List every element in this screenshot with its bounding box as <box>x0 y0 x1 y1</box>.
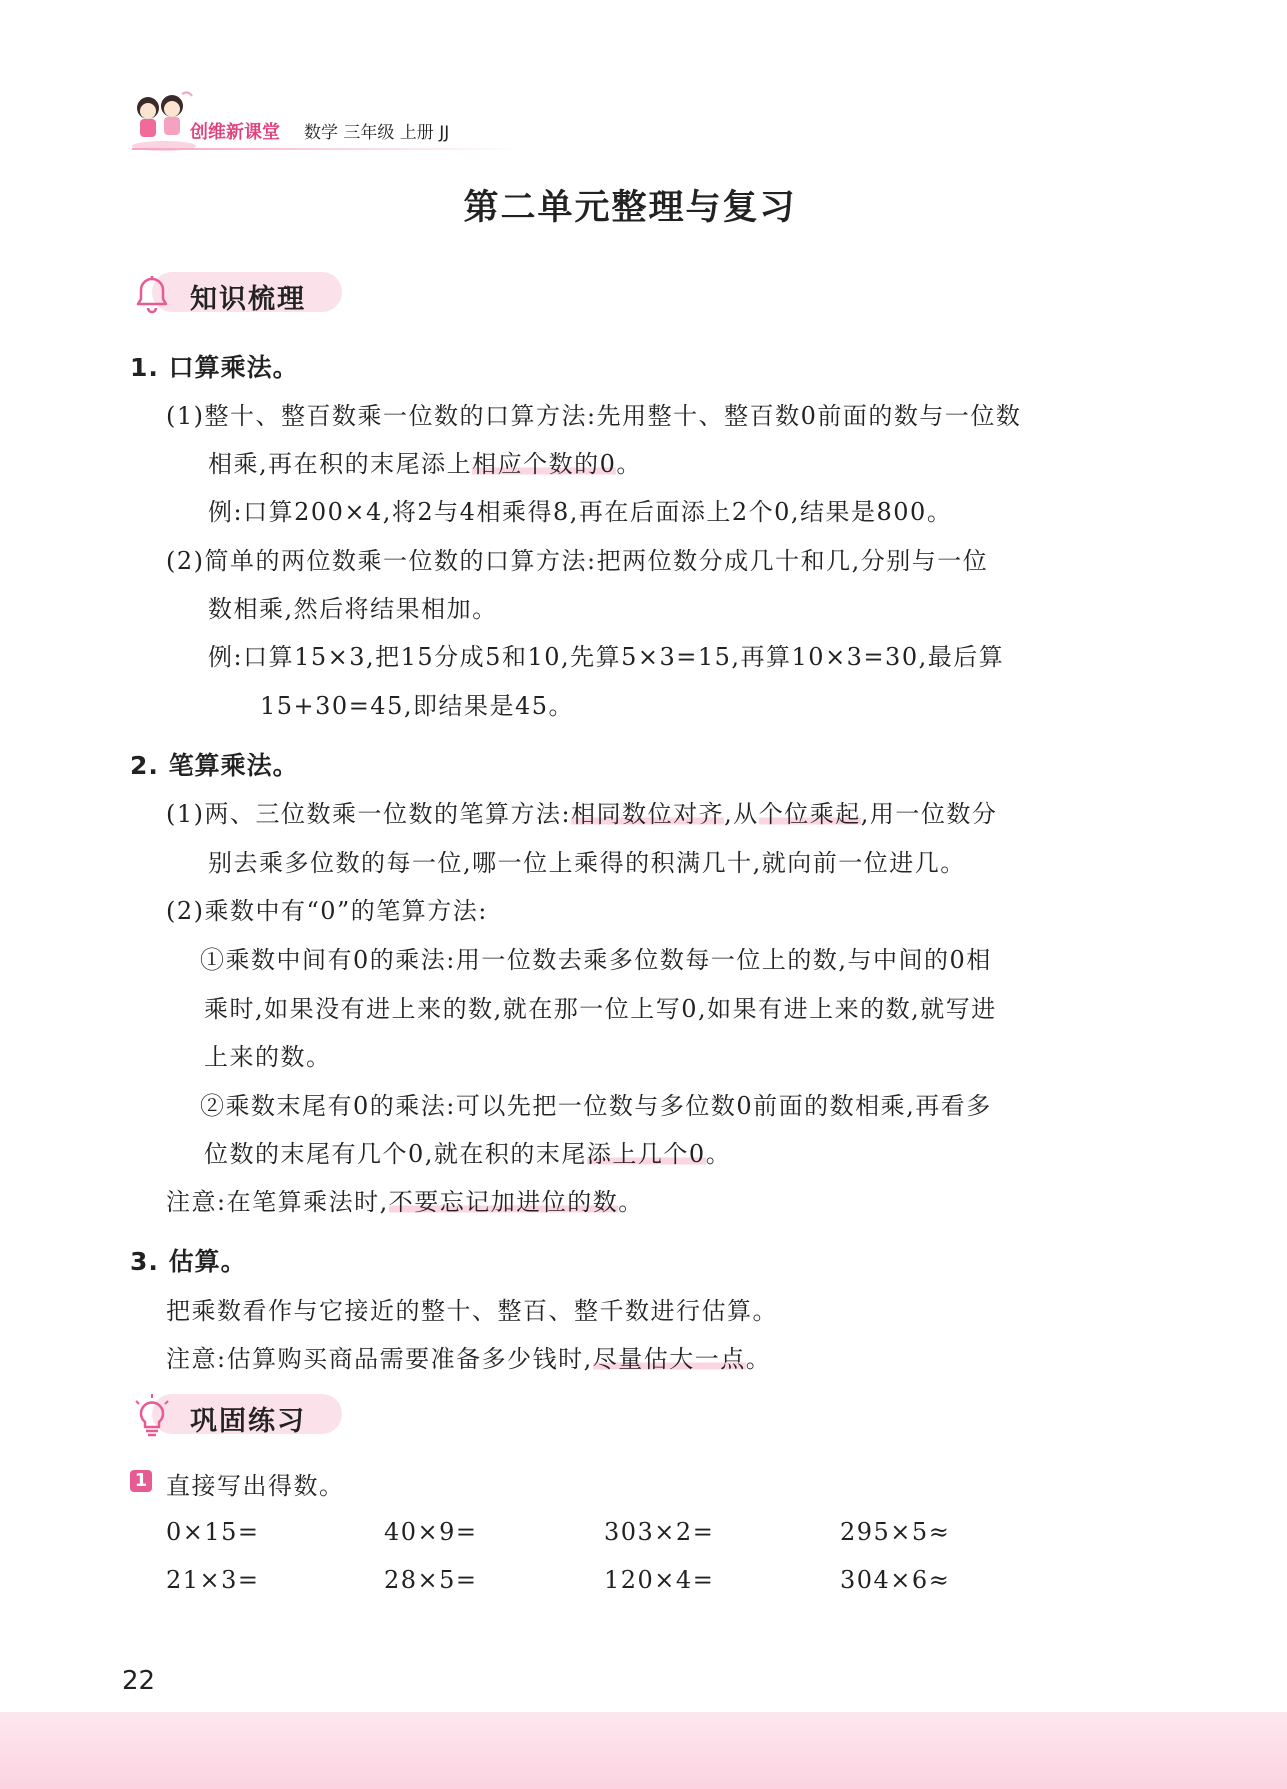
text-line: (2)乘数中有“0”的笔算方法: <box>166 897 488 925</box>
note-line: 注意:在笔算乘法时,不要忘记加进位的数。 <box>166 1188 644 1216</box>
exercise-item: 21×3= <box>166 1566 260 1594</box>
page-header <box>128 88 488 158</box>
heading-oral-multiplication: 1. 口算乘法。 <box>130 353 299 382</box>
bell-icon <box>128 270 176 318</box>
text-line: 上来的数。 <box>204 1043 332 1071</box>
page-number: 22 <box>122 1666 156 1696</box>
exercise-item: 40×9= <box>384 1518 478 1546</box>
text-line: 相乘,再在积的末尾添上相应个数的0。 <box>208 450 642 478</box>
exercise-item: 304×6≈ <box>840 1566 951 1594</box>
highlight: 尽量估大一点 <box>592 1345 746 1373</box>
heading-written-multiplication: 2. 笔算乘法。 <box>130 751 299 780</box>
exercise-number-badge: 1 <box>130 1470 152 1492</box>
brand-name: 创维新课堂 <box>190 122 280 143</box>
header-divider <box>132 148 522 150</box>
subject-info: 数学 三年级 上册 JJ <box>304 123 450 143</box>
exercise-item: 120×4= <box>604 1566 715 1594</box>
footer-band <box>0 1712 1287 1789</box>
text-line: 乘时,如果没有进上来的数,就在那一位上写0,如果有进上来的数,就写进 <box>204 995 997 1023</box>
text-line: (2)简单的两位数乘一位数的口算方法:把两位数分成几十和几,分别与一位 <box>166 547 989 575</box>
heading-estimation: 3. 估算。 <box>130 1247 247 1276</box>
kids-mascot-icon <box>128 88 198 152</box>
text-line: 数相乘,然后将结果相加。 <box>208 595 498 623</box>
exercise-item: 295×5≈ <box>840 1518 951 1546</box>
example-line: 15+30=45,即结果是45。 <box>260 692 575 720</box>
exercise-item: 28×5= <box>384 1566 478 1594</box>
text-line: (1)整十、整百数乘一位数的口算方法:先用整十、整百数0前面的数与一位数 <box>166 402 1022 430</box>
example-line: 例:口算15×3,把15分成5和10,先算5×3=15,再算10×3=30,最后算 <box>208 643 1005 671</box>
section-tag-review <box>128 270 348 316</box>
highlight: 相应个数的0 <box>472 450 617 478</box>
section-title-review: 知识梳理 <box>190 284 306 315</box>
exercise-item: 303×2= <box>604 1518 715 1546</box>
highlight: 个位乘起 <box>758 800 861 828</box>
section-tag-practice <box>128 1392 348 1438</box>
text-line: 别去乘多位数的每一位,哪一位上乘得的积满几十,就向前一位进几。 <box>208 849 966 877</box>
highlight: 相同数位对齐 <box>571 800 725 828</box>
text-line: (1)两、三位数乘一位数的笔算方法:相同数位对齐,从个位乘起,用一位数分 <box>166 800 998 828</box>
text-line: ②乘数末尾有0的乘法:可以先把一位数与多位数0前面的数相乘,再看多 <box>200 1092 992 1120</box>
text-line: 把乘数看作与它接近的整十、整百、整千数进行估算。 <box>166 1297 778 1325</box>
highlight: 添上几个0 <box>586 1140 706 1168</box>
text-line: 位数的末尾有几个0,就在积的末尾添上几个0。 <box>204 1140 732 1168</box>
note-line: 注意:估算购买商品需要准备多少钱时,尽量估大一点。 <box>166 1345 772 1373</box>
page-title: 第二单元整理与复习 <box>463 188 797 228</box>
example-line: 例:口算200×4,将2与4相乘得8,再在后面添上2个0,结果是800。 <box>208 498 953 526</box>
exercise-instruction: 直接写出得数。 <box>166 1472 345 1500</box>
highlight: 不要忘记加进位的数 <box>388 1188 619 1216</box>
section-title-practice: 巩固练习 <box>190 1406 306 1437</box>
exercise-item: 0×15= <box>166 1518 260 1546</box>
text-line: ①乘数中间有0的乘法:用一位数去乘多位数每一位上的数,与中间的0相 <box>200 946 992 974</box>
lightbulb-icon <box>128 1392 176 1440</box>
